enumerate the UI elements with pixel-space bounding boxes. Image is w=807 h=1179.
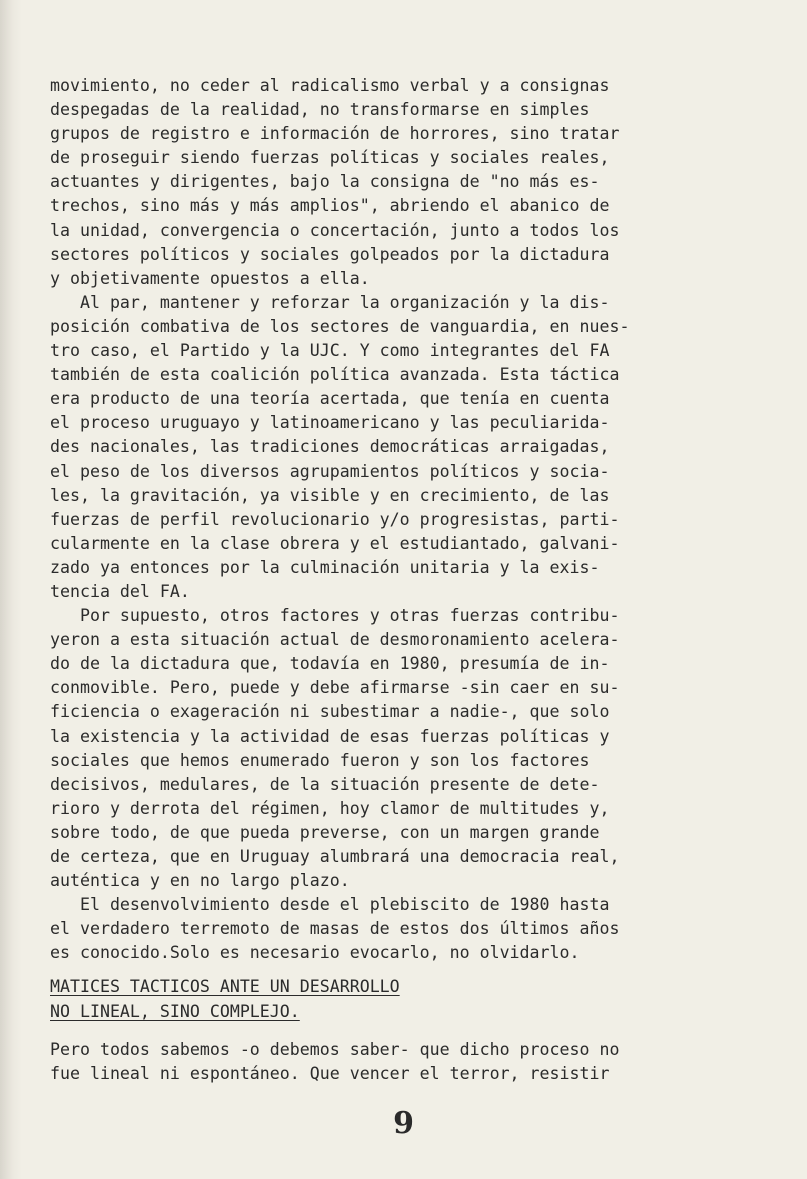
text-line: actuantes y dirigentes, bajo la consigna de "no más es- — [50, 172, 600, 192]
text-line: la unidad, convergencia o concertación, junto a todos los — [50, 220, 620, 240]
text-line: zado ya entonces por la culminación unitaria y la exis- — [50, 557, 600, 577]
text-line: yeron a esta situación actual de desmoronamiento acelera- — [50, 630, 620, 650]
text-line: Al par, mantener y reforzar la organización y la dis- — [50, 292, 610, 312]
text-line: es conocido.Solo es necesario evocarlo, no olvidarlo. — [50, 943, 580, 963]
text-line: ficiencia o exageración ni subestimar a nadie-, que solo — [50, 702, 610, 722]
text-line: Por supuesto, otros factores y otras fuerzas contribu- — [50, 606, 620, 626]
text-line: también de esta coalición política avanzada. Esta táctica — [50, 365, 620, 385]
heading-line — [50, 1000, 740, 1024]
text-line: grupos de registro e información de horrores, sino tratar — [50, 124, 620, 144]
text-line: movimiento, no ceder al radicalismo verbal y a consignas — [50, 76, 610, 95]
text-line: trechos, sino más y más amplios", abriendo el abanico de — [50, 196, 610, 216]
text-line: sobre todo, de que pueda preverse, con un margen grande — [50, 822, 600, 842]
text-line: des nacionales, las tradiciones democráticas arraigadas, — [50, 437, 610, 457]
text-line: de proseguir siendo fuerzas políticas y sociales reales, — [50, 148, 610, 168]
text-line: decisivos, medulares, de la situación presente de dete- — [50, 774, 600, 794]
heading-line — [50, 975, 740, 999]
text-line: la existencia y la actividad de esas fuerzas políticas y — [50, 726, 610, 746]
text-line: do de la dictadura que, todavía en 1980, presumía de in- — [50, 654, 610, 674]
text-line: era producto de una teoría acertada, que tenía en cuenta — [50, 389, 610, 409]
text-line: tencia del FA. — [50, 581, 190, 601]
text-line: Pero todos sabemos -o debemos saber- que dicho proceso no — [50, 1039, 620, 1059]
text-line: el proceso uruguayo y latinoamericano y las peculiarida- — [50, 413, 610, 433]
text-line: conmovible. Pero, puede y debe afirmarse -sin caer en su- — [50, 678, 620, 698]
text-line: rioro y derrota del régimen, hoy clamor de multitudes y, — [50, 798, 610, 818]
text-line: El desenvolvimiento desde el plebiscito de 1980 hasta — [50, 895, 610, 915]
text-line: sociales que hemos enumerado fueron y son los factores — [50, 750, 590, 770]
text-line: cularmente en la clase obrera y el estudiantado, galvani- — [50, 533, 620, 553]
text-line: el peso de los diversos agrupamientos políticos y socia- — [50, 461, 610, 481]
text-line: tro caso, el Partido y la UJC. Y como integrantes del FA — [50, 341, 610, 361]
section-heading — [50, 975, 740, 1023]
body-text-section-2 — [50, 1038, 740, 1086]
text-line: y objetivamente opuestos a ella. — [50, 268, 370, 288]
page-number: 9 — [393, 1106, 414, 1141]
page-edge-shadow — [0, 0, 22, 1179]
text-line: fuerzas de perfil revolucionario y/o progresistas, parti- — [50, 509, 620, 529]
heading-text: NO LINEAL, SINO COMPLEJO. — [50, 1001, 300, 1021]
text-line: fue lineal ni espontáneo. Que vencer el terror, resistir — [50, 1063, 610, 1083]
document-text — [50, 74, 740, 1086]
body-text-section-1 — [50, 74, 740, 965]
heading-text: MATICES TACTICOS ANTE UN DESARROLLO — [50, 977, 400, 997]
text-line: el verdadero terremoto de masas de estos dos últimos años — [50, 919, 620, 939]
text-line: posición combativa de los sectores de vanguardia, en nues- — [50, 316, 630, 336]
text-line: les, la gravitación, ya visible y en crecimiento, de las — [50, 485, 610, 505]
text-line: sectores políticos y sociales golpeados por la dictadura — [50, 244, 610, 264]
text-line: despegadas de la realidad, no transformarse en simples — [50, 100, 590, 120]
text-line: de certeza, que en Uruguay alumbrará una democracia real, — [50, 847, 620, 866]
text-line: auténtica y en no largo plazo. — [50, 871, 350, 891]
